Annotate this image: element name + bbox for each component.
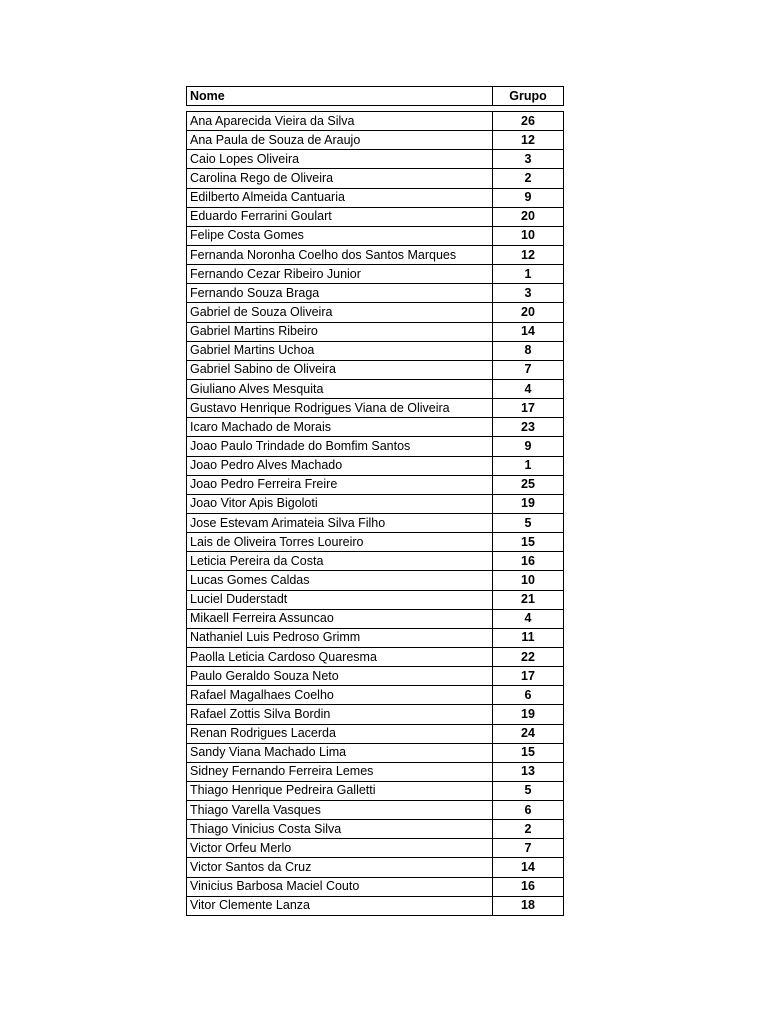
table-row (187, 609, 564, 628)
table-row (187, 245, 564, 264)
cell-nome: Jose Estevam Arimateia Silva Filho (187, 513, 493, 532)
cell-grupo: 14 (493, 322, 564, 341)
cell-nome: Ana Aparecida Vieira da Silva (187, 112, 493, 131)
table-row (187, 801, 564, 820)
table-row (187, 112, 564, 131)
cell-grupo: 17 (493, 399, 564, 418)
cell-nome: Fernando Souza Braga (187, 284, 493, 303)
table-row (187, 686, 564, 705)
cell-grupo: 1 (493, 456, 564, 475)
cell-grupo: 8 (493, 341, 564, 360)
cell-nome: Caio Lopes Oliveira (187, 150, 493, 169)
table-row (187, 418, 564, 437)
cell-nome: Fernando Cezar Ribeiro Junior (187, 265, 493, 284)
cell-nome: Joao Pedro Ferreira Freire (187, 475, 493, 494)
cell-nome: Sandy Viana Machado Lima (187, 743, 493, 762)
table-row (187, 705, 564, 724)
table-row (187, 303, 564, 322)
cell-nome: Leticia Pereira da Costa (187, 552, 493, 571)
cell-nome: Eduardo Ferrarini Goulart (187, 207, 493, 226)
table-row (187, 265, 564, 284)
cell-grupo: 7 (493, 360, 564, 379)
table-row (187, 781, 564, 800)
cell-grupo: 22 (493, 647, 564, 666)
cell-nome: Felipe Costa Gomes (187, 226, 493, 245)
cell-grupo: 17 (493, 667, 564, 686)
cell-grupo: 23 (493, 418, 564, 437)
table-row (187, 399, 564, 418)
table-row (187, 379, 564, 398)
table-row (187, 494, 564, 513)
table-row (187, 131, 564, 150)
table-row (187, 437, 564, 456)
names-table (186, 111, 564, 916)
table-row (187, 820, 564, 839)
cell-nome: Joao Paulo Trindade do Bomfim Santos (187, 437, 493, 456)
cell-grupo: 2 (493, 820, 564, 839)
cell-nome: Victor Orfeu Merlo (187, 839, 493, 858)
cell-grupo: 5 (493, 513, 564, 532)
column-header-nome: Nome (187, 87, 493, 106)
cell-grupo: 6 (493, 686, 564, 705)
cell-grupo: 16 (493, 552, 564, 571)
cell-nome: Rafael Magalhaes Coelho (187, 686, 493, 705)
cell-nome: Joao Pedro Alves Machado (187, 456, 493, 475)
table-row (187, 322, 564, 341)
cell-grupo: 11 (493, 628, 564, 647)
cell-nome: Victor Santos da Cruz (187, 858, 493, 877)
table-row (187, 628, 564, 647)
cell-nome: Paolla Leticia Cardoso Quaresma (187, 647, 493, 666)
cell-nome: Lais de Oliveira Torres Loureiro (187, 533, 493, 552)
cell-grupo: 19 (493, 705, 564, 724)
cell-grupo: 5 (493, 781, 564, 800)
cell-nome: Renan Rodrigues Lacerda (187, 724, 493, 743)
cell-nome: Gabriel de Souza Oliveira (187, 303, 493, 322)
table-row (187, 150, 564, 169)
cell-nome: Edilberto Almeida Cantuaria (187, 188, 493, 207)
cell-grupo: 2 (493, 169, 564, 188)
table-row (187, 226, 564, 245)
cell-grupo: 12 (493, 131, 564, 150)
cell-nome: Giuliano Alves Mesquita (187, 379, 493, 398)
cell-grupo: 15 (493, 743, 564, 762)
table-row (187, 169, 564, 188)
cell-grupo: 18 (493, 896, 564, 915)
cell-nome: Thiago Vinicius Costa Silva (187, 820, 493, 839)
table-row (187, 207, 564, 226)
cell-grupo: 25 (493, 475, 564, 494)
cell-nome: Thiago Henrique Pedreira Galletti (187, 781, 493, 800)
cell-grupo: 21 (493, 590, 564, 609)
table-row (187, 360, 564, 379)
cell-nome: Paulo Geraldo Souza Neto (187, 667, 493, 686)
cell-grupo: 10 (493, 226, 564, 245)
table-row (187, 341, 564, 360)
cell-nome: Mikaell Ferreira Assuncao (187, 609, 493, 628)
cell-grupo: 13 (493, 762, 564, 781)
cell-nome: Vinicius Barbosa Maciel Couto (187, 877, 493, 896)
cell-grupo: 9 (493, 437, 564, 456)
cell-grupo: 3 (493, 284, 564, 303)
cell-nome: Icaro Machado de Morais (187, 418, 493, 437)
cell-grupo: 7 (493, 839, 564, 858)
table-row (187, 284, 564, 303)
cell-grupo: 10 (493, 571, 564, 590)
cell-nome: Gustavo Henrique Rodrigues Viana de Oliveira (187, 399, 493, 418)
cell-grupo: 4 (493, 379, 564, 398)
table-row (187, 188, 564, 207)
spreadsheet-page (186, 86, 563, 916)
cell-nome: Ana Paula de Souza de Araujo (187, 131, 493, 150)
cell-grupo: 3 (493, 150, 564, 169)
cell-grupo: 24 (493, 724, 564, 743)
cell-grupo: 12 (493, 245, 564, 264)
cell-nome: Carolina Rego de Oliveira (187, 169, 493, 188)
table-row (187, 571, 564, 590)
cell-nome: Nathaniel Luis Pedroso Grimm (187, 628, 493, 647)
column-header-grupo: Grupo (493, 87, 564, 106)
cell-grupo: 6 (493, 801, 564, 820)
cell-grupo: 9 (493, 188, 564, 207)
cell-nome: Gabriel Martins Uchoa (187, 341, 493, 360)
table-row (187, 877, 564, 896)
cell-nome: Gabriel Martins Ribeiro (187, 322, 493, 341)
cell-grupo: 19 (493, 494, 564, 513)
header-row (187, 87, 564, 106)
cell-grupo: 14 (493, 858, 564, 877)
cell-grupo: 26 (493, 112, 564, 131)
cell-nome: Lucas Gomes Caldas (187, 571, 493, 590)
table-row (187, 533, 564, 552)
table-body (187, 112, 564, 916)
cell-nome: Vitor Clemente Lanza (187, 896, 493, 915)
table-row (187, 858, 564, 877)
table-row (187, 647, 564, 666)
cell-nome: Sidney Fernando Ferreira Lemes (187, 762, 493, 781)
table-row (187, 456, 564, 475)
cell-grupo: 4 (493, 609, 564, 628)
table-row (187, 743, 564, 762)
table-row (187, 839, 564, 858)
cell-nome: Joao Vitor Apis Bigoloti (187, 494, 493, 513)
cell-grupo: 20 (493, 207, 564, 226)
table-row (187, 896, 564, 915)
cell-nome: Luciel Duderstadt (187, 590, 493, 609)
cell-grupo: 15 (493, 533, 564, 552)
cell-nome: Fernanda Noronha Coelho dos Santos Marques (187, 245, 493, 264)
table-row (187, 724, 564, 743)
cell-grupo: 20 (493, 303, 564, 322)
cell-nome: Thiago Varella Vasques (187, 801, 493, 820)
cell-nome: Gabriel Sabino de Oliveira (187, 360, 493, 379)
table-row (187, 762, 564, 781)
table-row (187, 667, 564, 686)
cell-grupo: 16 (493, 877, 564, 896)
table-row (187, 590, 564, 609)
table-row (187, 513, 564, 532)
table-row (187, 475, 564, 494)
table-row (187, 552, 564, 571)
table-header (186, 86, 564, 106)
cell-grupo: 1 (493, 265, 564, 284)
cell-nome: Rafael Zottis Silva Bordin (187, 705, 493, 724)
